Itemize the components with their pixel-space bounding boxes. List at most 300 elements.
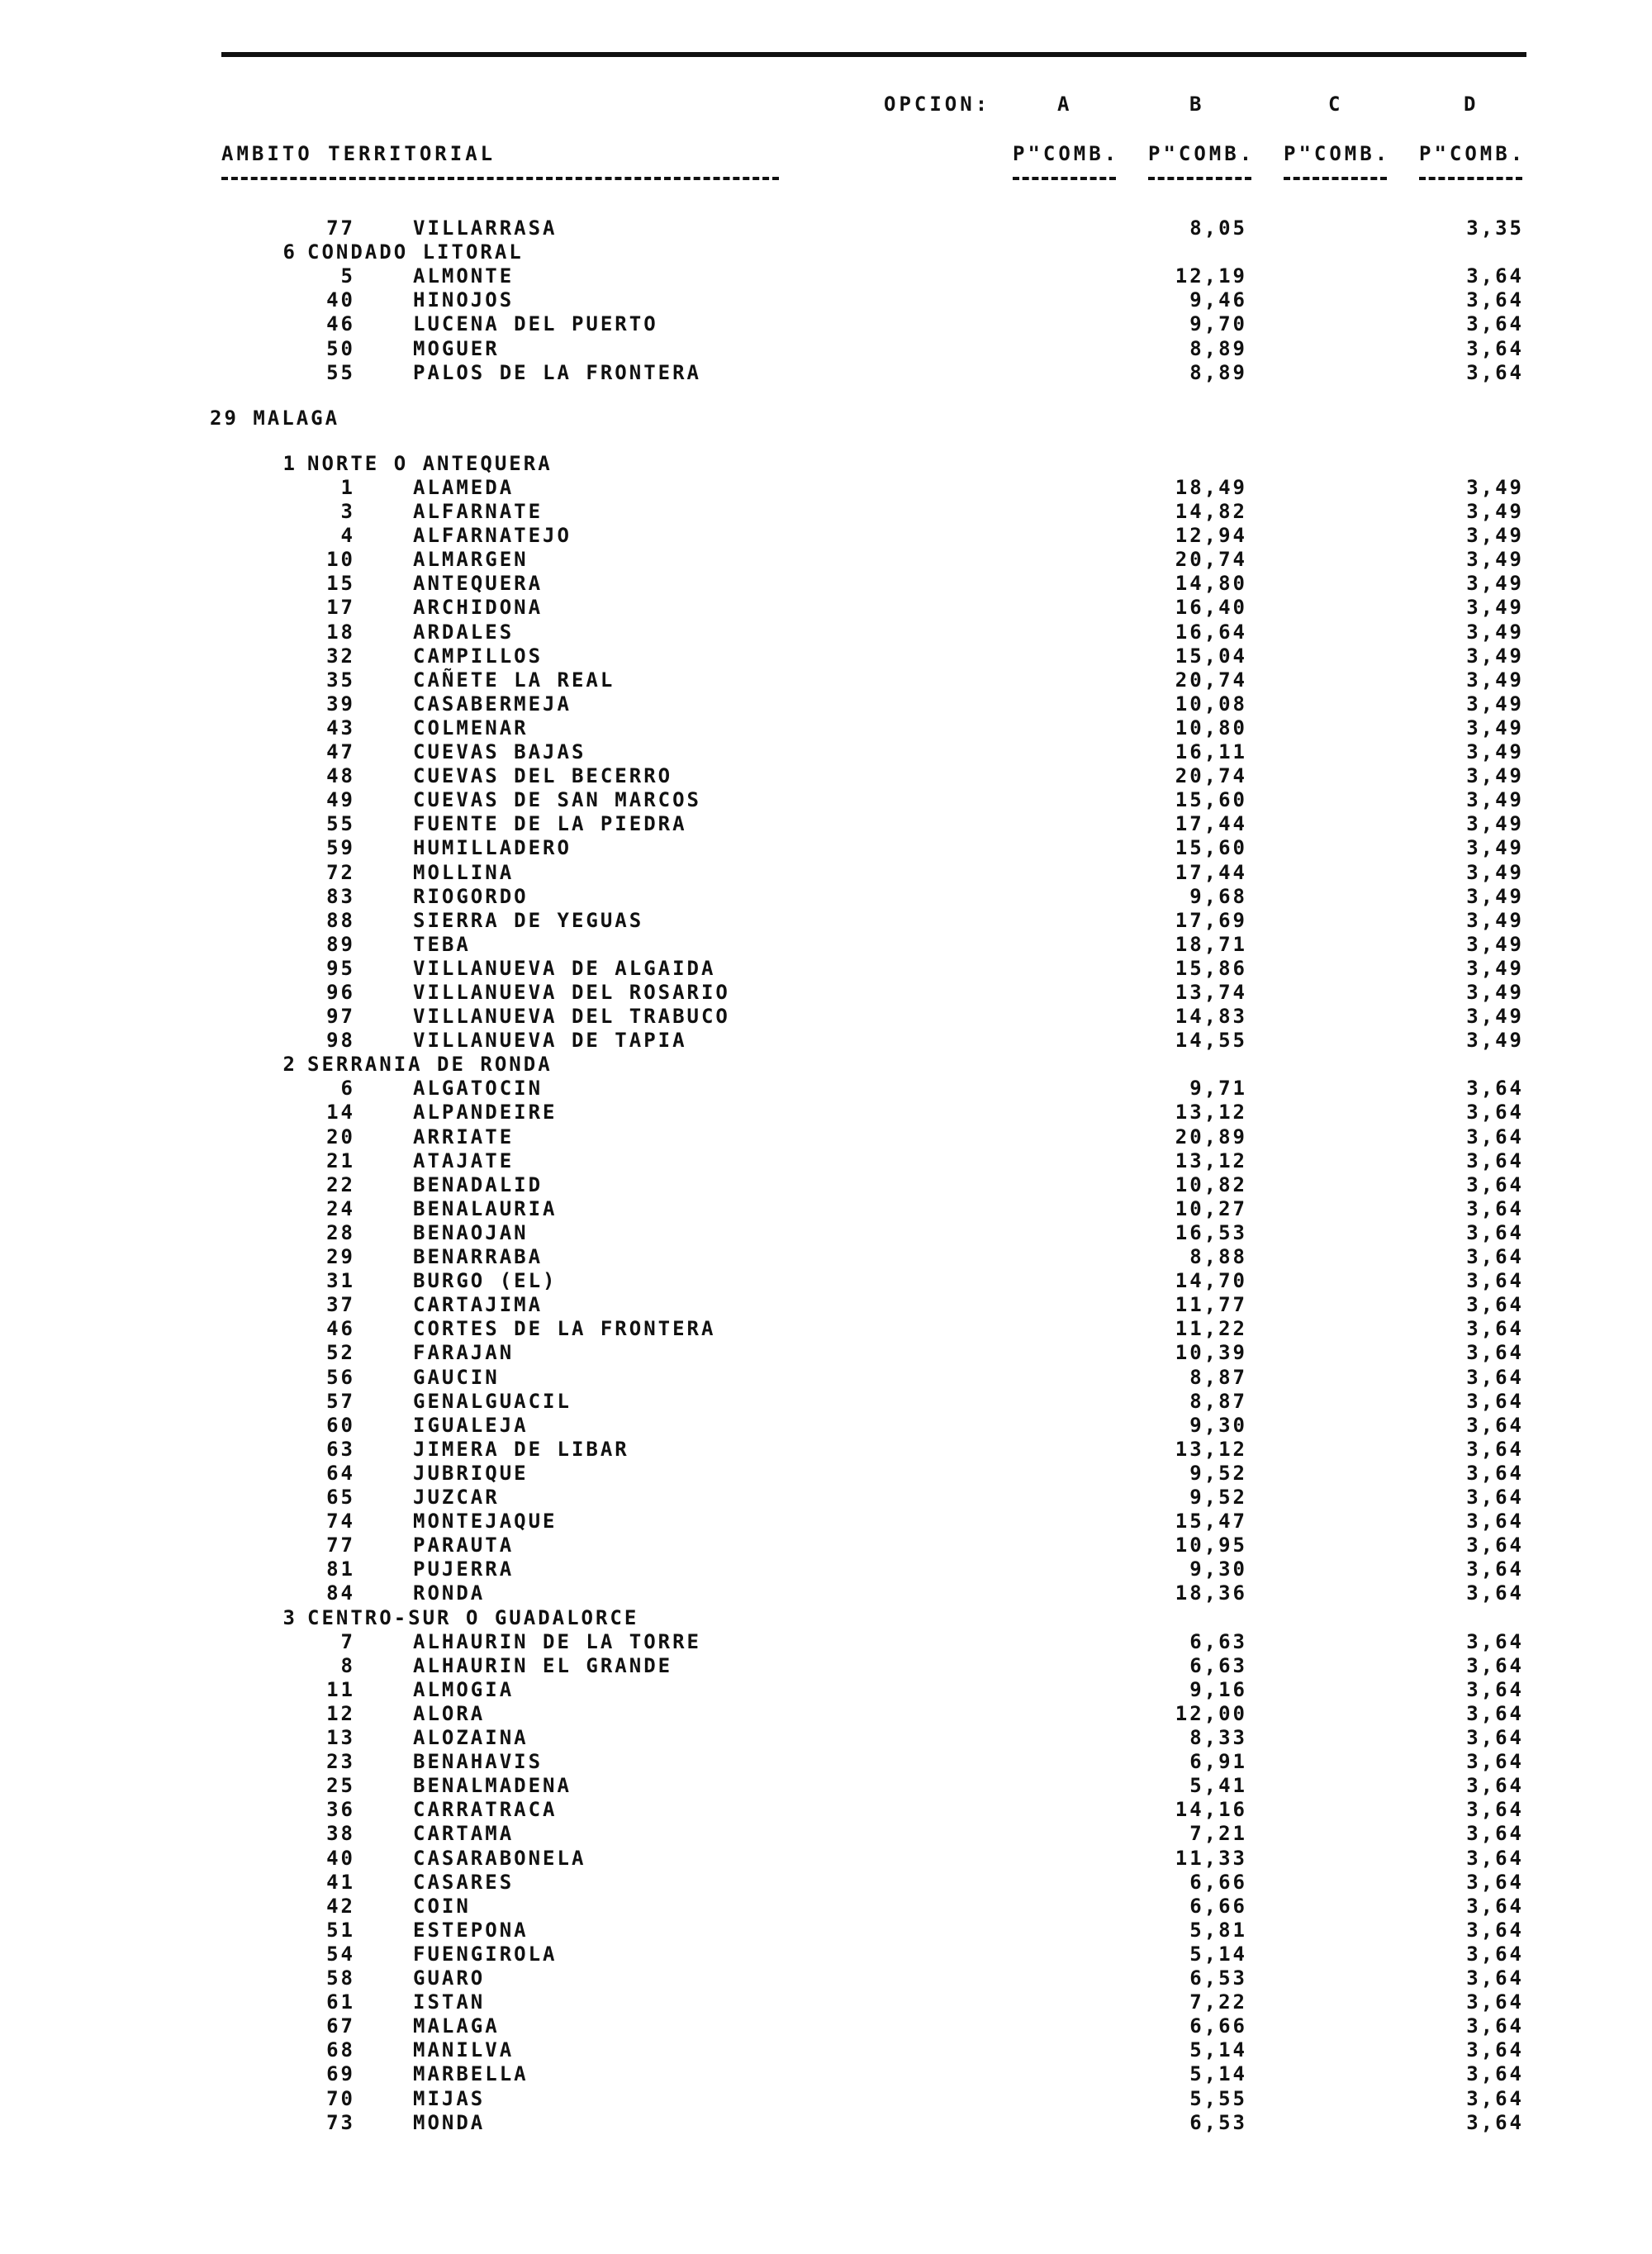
municipality-name: VILLARRASA <box>413 216 558 240</box>
price-option-d: 3,49 <box>1466 548 1524 571</box>
price-option-d: 3,49 <box>1466 621 1524 644</box>
subregion-row <box>0 1053 1652 1077</box>
subregion-name: SERRANIA DE RONDA <box>307 1053 553 1076</box>
price-option-b: 17,69 <box>1175 909 1247 932</box>
price-option-b: 8,87 <box>1189 1390 1247 1413</box>
table-row <box>0 264 1652 288</box>
price-option-d: 3,49 <box>1466 788 1524 811</box>
municipality-name: BENAHAVIS <box>413 1750 544 1773</box>
price-option-b: 9,71 <box>1189 1077 1247 1100</box>
municipality-name: PALOS DE LA FRONTERA <box>413 361 701 384</box>
price-option-d: 3,49 <box>1466 1029 1524 1052</box>
municipality-name: RONDA <box>413 1581 486 1605</box>
price-option-d: 3,64 <box>1466 1366 1524 1389</box>
table-row <box>0 1750 1652 1774</box>
price-option-b: 13,12 <box>1175 1149 1247 1172</box>
municipality-code: 50 <box>326 337 355 360</box>
option-a: A <box>1057 93 1073 116</box>
municipality-code: 17 <box>326 596 355 619</box>
price-option-b: 6,66 <box>1189 1895 1247 1918</box>
municipality-name: ATAJATE <box>413 1149 515 1172</box>
municipality-name: CARTAMA <box>413 1822 515 1845</box>
table-row <box>0 1678 1652 1702</box>
subregion-code: 3 <box>282 1606 297 1629</box>
municipality-name: RIOGORDO <box>413 885 529 908</box>
price-option-b: 5,14 <box>1189 2038 1247 2061</box>
municipality-name: VILLANUEVA DE ALGAIDA <box>413 957 716 980</box>
price-option-d: 3,64 <box>1466 337 1524 360</box>
price-option-b: 11,33 <box>1175 1847 1247 1870</box>
top-rule <box>221 52 1526 57</box>
municipality-code: 70 <box>326 2087 355 2110</box>
table-row <box>0 2038 1652 2062</box>
table-row <box>0 596 1652 620</box>
table-row <box>0 1101 1652 1125</box>
price-option-b: 10,27 <box>1175 1197 1247 1220</box>
price-option-b: 13,12 <box>1175 1438 1247 1461</box>
municipality-name: ALMOGIA <box>413 1678 515 1701</box>
price-option-d: 3,64 <box>1466 1581 1524 1605</box>
province-name: 29 MALAGA <box>210 407 340 430</box>
municipality-name: IGUALEJA <box>413 1414 529 1437</box>
table-row <box>0 1919 1652 1943</box>
price-option-b: 8,87 <box>1189 1366 1247 1389</box>
municipality-name: FUENGIROLA <box>413 1943 558 1966</box>
price-option-d: 3,64 <box>1466 2014 1524 2038</box>
price-option-b: 8,05 <box>1189 216 1247 240</box>
municipality-name: ALHAURIN EL GRANDE <box>413 1654 673 1677</box>
price-option-b: 12,00 <box>1175 1702 1247 1725</box>
municipality-name: ANTEQUERA <box>413 572 544 595</box>
subregion-row <box>0 1606 1652 1630</box>
price-option-b: 7,22 <box>1189 1990 1247 2014</box>
price-option-d: 3,64 <box>1466 1173 1524 1196</box>
municipality-code: 32 <box>326 644 355 668</box>
price-option-d: 3,64 <box>1466 1197 1524 1220</box>
municipality-code: 77 <box>326 1534 355 1557</box>
municipality-code: 14 <box>326 1101 355 1124</box>
price-option-d: 3,64 <box>1466 312 1524 335</box>
price-option-b: 8,89 <box>1189 361 1247 384</box>
municipality-code: 39 <box>326 692 355 716</box>
price-option-d: 3,64 <box>1466 1557 1524 1581</box>
municipality-code: 55 <box>326 361 355 384</box>
price-option-d: 3,49 <box>1466 572 1524 595</box>
municipality-code: 60 <box>326 1414 355 1437</box>
municipality-code: 21 <box>326 1149 355 1172</box>
price-option-d: 3,64 <box>1466 1317 1524 1340</box>
table-row <box>0 909 1652 933</box>
col-label-a: P"COMB. <box>1013 142 1120 165</box>
price-option-b: 9,70 <box>1189 312 1247 335</box>
province-row <box>0 407 1652 430</box>
price-option-b: 15,60 <box>1175 788 1247 811</box>
municipality-name: CUEVAS BAJAS <box>413 740 586 763</box>
municipality-name: ALGATOCIN <box>413 1077 544 1100</box>
price-option-b: 14,82 <box>1175 500 1247 523</box>
price-option-d: 3,64 <box>1466 1798 1524 1821</box>
municipality-code: 48 <box>326 764 355 787</box>
subregion-row <box>0 452 1652 476</box>
municipality-code: 5 <box>340 264 355 288</box>
table-row <box>0 1029 1652 1053</box>
municipality-name: ALHAURIN DE LA TORRE <box>413 1630 701 1653</box>
price-option-d: 3,49 <box>1466 885 1524 908</box>
price-option-d: 3,64 <box>1466 1871 1524 1894</box>
subregion-code: 1 <box>282 452 297 475</box>
table-row <box>0 861 1652 885</box>
price-option-d: 3,64 <box>1466 1919 1524 1942</box>
price-option-b: 6,53 <box>1189 2111 1247 2134</box>
municipality-name: VILLANUEVA DEL TRABUCO <box>413 1005 730 1028</box>
municipality-code: 52 <box>326 1341 355 1364</box>
municipality-code: 58 <box>326 1966 355 1990</box>
municipality-code: 8 <box>340 1654 355 1677</box>
price-option-b: 5,14 <box>1189 1943 1247 1966</box>
option-d: D <box>1464 93 1479 116</box>
table-row <box>0 312 1652 336</box>
municipality-name: MALAGA <box>413 2014 500 2038</box>
table-row <box>0 1557 1652 1581</box>
price-option-b: 9,30 <box>1189 1557 1247 1581</box>
municipality-code: 24 <box>326 1197 355 1220</box>
municipality-name: GUARO <box>413 1966 486 1990</box>
price-option-b: 9,30 <box>1189 1414 1247 1437</box>
municipality-code: 25 <box>326 1774 355 1797</box>
subregion-name: NORTE O ANTEQUERA <box>307 452 553 475</box>
municipality-name: ARDALES <box>413 621 515 644</box>
table-row <box>0 1966 1652 1990</box>
price-option-d: 3,49 <box>1466 596 1524 619</box>
price-option-d: 3,64 <box>1466 1654 1524 1677</box>
municipality-code: 13 <box>326 1726 355 1749</box>
municipality-name: ESTEPONA <box>413 1919 529 1942</box>
table-row <box>0 2087 1652 2111</box>
table-row <box>0 836 1652 860</box>
municipality-name: ALFARNATEJO <box>413 524 572 547</box>
municipality-code: 43 <box>326 716 355 739</box>
municipality-name: BENALAURIA <box>413 1197 558 1220</box>
table-row <box>0 644 1652 668</box>
price-option-d: 3,64 <box>1466 1293 1524 1316</box>
municipality-code: 57 <box>326 1390 355 1413</box>
municipality-name: COIN <box>413 1895 471 1918</box>
price-option-d: 3,49 <box>1466 861 1524 884</box>
table-row <box>0 1149 1652 1173</box>
municipality-code: 4 <box>340 524 355 547</box>
price-option-d: 3,64 <box>1466 1438 1524 1461</box>
price-option-d: 3,64 <box>1466 1125 1524 1148</box>
municipality-code: 47 <box>326 740 355 763</box>
municipality-name: FUENTE DE LA PIEDRA <box>413 812 687 835</box>
price-option-b: 11,77 <box>1175 1293 1247 1316</box>
table-row <box>0 1822 1652 1846</box>
subregion-name: CONDADO LITORAL <box>307 240 524 264</box>
municipality-name: BENADALID <box>413 1173 544 1196</box>
municipality-name: CORTES DE LA FRONTERA <box>413 1317 716 1340</box>
price-option-d: 3,64 <box>1466 1895 1524 1918</box>
municipality-code: 95 <box>326 957 355 980</box>
col-label-b: P"COMB. <box>1148 142 1256 165</box>
table-row <box>0 716 1652 740</box>
option-c: C <box>1328 93 1344 116</box>
municipality-code: 38 <box>326 1822 355 1845</box>
price-option-b: 16,40 <box>1175 596 1247 619</box>
municipality-code: 84 <box>326 1581 355 1605</box>
table-row <box>0 981 1652 1005</box>
table-row <box>0 1317 1652 1341</box>
price-option-b: 9,46 <box>1189 288 1247 311</box>
price-option-d: 3,49 <box>1466 524 1524 547</box>
price-option-d: 3,64 <box>1466 1510 1524 1533</box>
municipality-code: 61 <box>326 1990 355 2014</box>
table-row <box>0 1510 1652 1534</box>
municipality-name: JUZCAR <box>413 1486 500 1509</box>
col-b-underline <box>1148 177 1251 180</box>
municipality-code: 6 <box>340 1077 355 1100</box>
municipality-code: 64 <box>326 1462 355 1485</box>
table-row <box>0 1990 1652 2014</box>
municipality-name: SIERRA DE YEGUAS <box>413 909 644 932</box>
price-option-d: 3,64 <box>1466 1943 1524 1966</box>
table-row <box>0 1486 1652 1510</box>
municipality-name: BENAOJAN <box>413 1221 529 1244</box>
table-row <box>0 548 1652 572</box>
table-row <box>0 2111 1652 2135</box>
price-option-b: 15,86 <box>1175 957 1247 980</box>
price-option-d: 3,49 <box>1466 1005 1524 1028</box>
municipality-code: 35 <box>326 668 355 692</box>
price-option-b: 14,70 <box>1175 1269 1247 1292</box>
table-row <box>0 524 1652 548</box>
municipality-code: 23 <box>326 1750 355 1773</box>
price-option-b: 5,41 <box>1189 1774 1247 1797</box>
price-option-b: 10,39 <box>1175 1341 1247 1364</box>
price-option-b: 8,89 <box>1189 337 1247 360</box>
municipality-code: 55 <box>326 812 355 835</box>
municipality-name: CUEVAS DEL BECERRO <box>413 764 673 787</box>
municipality-code: 46 <box>326 1317 355 1340</box>
table-row <box>0 361 1652 385</box>
price-option-d: 3,64 <box>1466 1486 1524 1509</box>
municipality-code: 97 <box>326 1005 355 1028</box>
municipality-code: 22 <box>326 1173 355 1196</box>
price-option-d: 3,64 <box>1466 1966 1524 1990</box>
municipality-code: 63 <box>326 1438 355 1461</box>
municipality-name: CASARABONELA <box>413 1847 586 1870</box>
price-option-d: 3,64 <box>1466 1847 1524 1870</box>
subregion-code: 6 <box>282 240 297 264</box>
table-row <box>0 1221 1652 1245</box>
price-option-d: 3,49 <box>1466 909 1524 932</box>
municipality-code: 46 <box>326 312 355 335</box>
municipality-code: 20 <box>326 1125 355 1148</box>
opcion-label: OPCION: <box>884 93 991 116</box>
municipality-name: CASARES <box>413 1871 515 1894</box>
municipality-name: ALMARGEN <box>413 548 529 571</box>
price-option-d: 3,49 <box>1466 668 1524 692</box>
price-option-b: 16,11 <box>1175 740 1247 763</box>
municipality-name: HUMILLADERO <box>413 836 572 859</box>
price-option-d: 3,64 <box>1466 1462 1524 1485</box>
price-option-d: 3,64 <box>1466 1990 1524 2014</box>
municipality-name: MONDA <box>413 2111 486 2134</box>
price-option-b: 10,08 <box>1175 692 1247 716</box>
municipality-name: VILLANUEVA DE TAPIA <box>413 1029 687 1052</box>
municipality-name: CARTAJIMA <box>413 1293 544 1316</box>
price-option-b: 9,52 <box>1189 1486 1247 1509</box>
price-option-b: 9,16 <box>1189 1678 1247 1701</box>
table-row <box>0 500 1652 524</box>
price-option-b: 14,16 <box>1175 1798 1247 1821</box>
price-option-b: 15,47 <box>1175 1510 1247 1533</box>
municipality-code: 36 <box>326 1798 355 1821</box>
table-row <box>0 1895 1652 1919</box>
municipality-code: 56 <box>326 1366 355 1389</box>
municipality-name: JUBRIQUE <box>413 1462 529 1485</box>
price-option-b: 5,55 <box>1189 2087 1247 2110</box>
table-row <box>0 1293 1652 1317</box>
municipality-name: GAUCIN <box>413 1366 500 1389</box>
municipality-code: 51 <box>326 1919 355 1942</box>
municipality-name: PUJERRA <box>413 1557 515 1581</box>
table-row <box>0 2014 1652 2038</box>
col-label-d: P"COMB. <box>1419 142 1526 165</box>
price-option-d: 3,64 <box>1466 1269 1524 1292</box>
price-option-d: 3,64 <box>1466 1702 1524 1725</box>
price-option-d: 3,64 <box>1466 1822 1524 1845</box>
col-c-underline <box>1284 177 1387 180</box>
municipality-code: 96 <box>326 981 355 1004</box>
municipality-code: 10 <box>326 548 355 571</box>
price-option-b: 5,14 <box>1189 2062 1247 2085</box>
table-row <box>0 812 1652 836</box>
municipality-name: ALMONTE <box>413 264 515 288</box>
municipality-name: CASABERMEJA <box>413 692 572 716</box>
municipality-name: FARAJAN <box>413 1341 515 1364</box>
price-option-d: 3,49 <box>1466 644 1524 668</box>
price-option-b: 10,82 <box>1175 1173 1247 1196</box>
price-option-b: 15,04 <box>1175 644 1247 668</box>
option-b: B <box>1189 93 1205 116</box>
municipality-name: MIJAS <box>413 2087 486 2110</box>
price-option-d: 3,49 <box>1466 692 1524 716</box>
municipality-name: ALOZAINA <box>413 1726 529 1749</box>
table-row <box>0 788 1652 812</box>
municipality-code: 40 <box>326 288 355 311</box>
municipality-code: 3 <box>340 500 355 523</box>
price-option-d: 3,64 <box>1466 1341 1524 1364</box>
table-row <box>0 337 1652 361</box>
municipality-code: 11 <box>326 1678 355 1701</box>
municipality-code: 69 <box>326 2062 355 2085</box>
municipality-name: CARRATRACA <box>413 1798 558 1821</box>
price-option-b: 10,95 <box>1175 1534 1247 1557</box>
municipality-code: 89 <box>326 933 355 956</box>
price-option-b: 15,60 <box>1175 836 1247 859</box>
price-option-d: 3,64 <box>1466 1414 1524 1437</box>
municipality-name: JIMERA DE LIBAR <box>413 1438 629 1461</box>
col-a-underline <box>1013 177 1116 180</box>
municipality-code: 68 <box>326 2038 355 2061</box>
price-option-d: 3,64 <box>1466 1221 1524 1244</box>
price-option-d: 3,64 <box>1466 2062 1524 2085</box>
price-option-d: 3,64 <box>1466 1630 1524 1653</box>
municipality-name: MARBELLA <box>413 2062 529 2085</box>
municipality-code: 37 <box>326 1293 355 1316</box>
subregion-code: 2 <box>282 1053 297 1076</box>
municipality-code: 88 <box>326 909 355 932</box>
table-row <box>0 740 1652 764</box>
municipality-code: 7 <box>340 1630 355 1653</box>
price-option-b: 6,63 <box>1189 1654 1247 1677</box>
price-option-b: 5,81 <box>1189 1919 1247 1942</box>
table-row <box>0 1871 1652 1895</box>
price-option-b: 13,12 <box>1175 1101 1247 1124</box>
price-option-d: 3,64 <box>1466 264 1524 288</box>
price-option-b: 16,64 <box>1175 621 1247 644</box>
municipality-code: 18 <box>326 621 355 644</box>
municipality-code: 1 <box>340 476 355 499</box>
price-option-d: 3,64 <box>1466 361 1524 384</box>
price-option-b: 20,74 <box>1175 764 1247 787</box>
table-row <box>0 1943 1652 1966</box>
municipality-name: CAMPILLOS <box>413 644 544 668</box>
table-row <box>0 1630 1652 1654</box>
municipality-name: MOLLINA <box>413 861 515 884</box>
price-option-b: 17,44 <box>1175 861 1247 884</box>
municipality-code: 41 <box>326 1871 355 1894</box>
municipality-code: 72 <box>326 861 355 884</box>
table-row <box>0 1245 1652 1269</box>
price-option-d: 3,64 <box>1466 2087 1524 2110</box>
price-option-b: 12,94 <box>1175 524 1247 547</box>
municipality-name: PARAUTA <box>413 1534 515 1557</box>
table-row <box>0 1534 1652 1557</box>
table-row <box>0 1125 1652 1149</box>
price-option-b: 6,53 <box>1189 1966 1247 1990</box>
table-row <box>0 885 1652 909</box>
price-option-b: 20,89 <box>1175 1125 1247 1148</box>
price-option-d: 3,64 <box>1466 288 1524 311</box>
price-option-b: 9,68 <box>1189 885 1247 908</box>
municipality-code: 49 <box>326 788 355 811</box>
municipality-name: MANILVA <box>413 2038 515 2061</box>
municipality-code: 98 <box>326 1029 355 1052</box>
price-option-d: 3,64 <box>1466 1245 1524 1268</box>
price-option-b: 11,22 <box>1175 1317 1247 1340</box>
price-option-b: 20,74 <box>1175 548 1247 571</box>
municipality-name: BENARRABA <box>413 1245 544 1268</box>
price-option-d: 3,49 <box>1466 764 1524 787</box>
price-option-b: 6,91 <box>1189 1750 1247 1773</box>
col-label-c: P"COMB. <box>1284 142 1391 165</box>
municipality-code: 65 <box>326 1486 355 1509</box>
price-option-d: 3,64 <box>1466 1678 1524 1701</box>
price-option-d: 3,64 <box>1466 1726 1524 1749</box>
municipality-name: VILLANUEVA DEL ROSARIO <box>413 981 730 1004</box>
municipality-name: GENALGUACIL <box>413 1390 572 1413</box>
ambito-label: AMBITO TERRITORIAL <box>221 142 496 165</box>
table-row <box>0 692 1652 716</box>
table-row <box>0 1847 1652 1871</box>
municipality-name: CAÑETE LA REAL <box>413 668 615 692</box>
table-row <box>0 1798 1652 1822</box>
price-option-b: 8,33 <box>1189 1726 1247 1749</box>
price-option-b: 16,53 <box>1175 1221 1247 1244</box>
municipality-name: COLMENAR <box>413 716 529 739</box>
municipality-name: ALORA <box>413 1702 486 1725</box>
